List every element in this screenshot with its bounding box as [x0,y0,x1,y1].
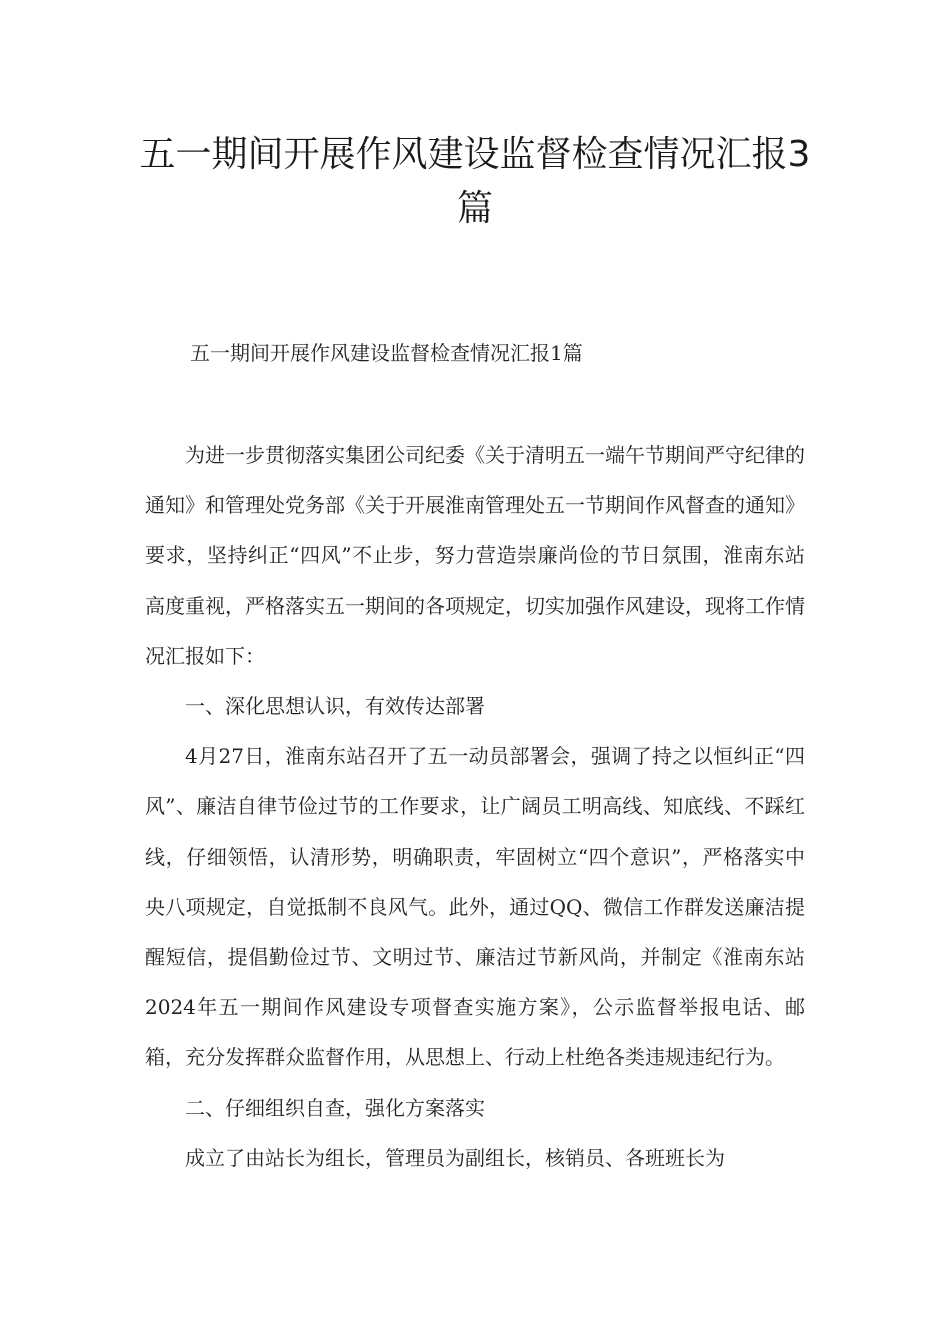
document-body [145,430,805,1183]
section-heading-1: 一、深化思想认识，有效传达部署 [185,694,485,719]
paragraph-section-1: 4月27日，淮南东站召开了五一动员部署会，强调了持之以恒纠正“四风”、廉洁自律节俭过节的工作要求，让广阔员工明高线、知底线、不踩红线，仔细领悟，认清形势，明确职责，牢固树立“四个意识”，严格落实中央八项规定，自觉抵制不良风气。此外，通过QQ、微信工作群发送廉洁提醒短信，提倡勤俭过节、文明过节、廉洁过节新风尚，并制定《淮南东站2024年五一期间作风建设专项督查实施方案》，公示监督举报电话、邮箱，充分发挥群众监督作用，从思想上、行动上杜绝各类违规违纪行为。 [145,744,805,1070]
document-subtitle: 五一期间开展作风建设监督检查情况汇报1篇 [190,341,583,365]
section-heading-2: 二、仔细组织自查，强化方案落实 [185,1095,485,1120]
paragraph-intro: 为进一步贯彻落实集团公司纪委《关于清明五一端午节期间严守纪律的通知》和管理处党务部《关于开展淮南管理处五一节期间作风督查的通知》要求，坚持纠正“四风”不止步，努力营造崇廉尚俭的节日氛围，淮南东站高度重视，严格落实五一期间的各项规定，切实加强作风建设，现将工作情况汇报如下： [145,443,805,668]
paragraph-section-2: 成立了由站长为组长，管理员为副组长，核销员、各班班长为 [185,1145,725,1170]
document-title: 五一期间开展作风建设监督检查情况汇报3篇 [139,134,811,229]
